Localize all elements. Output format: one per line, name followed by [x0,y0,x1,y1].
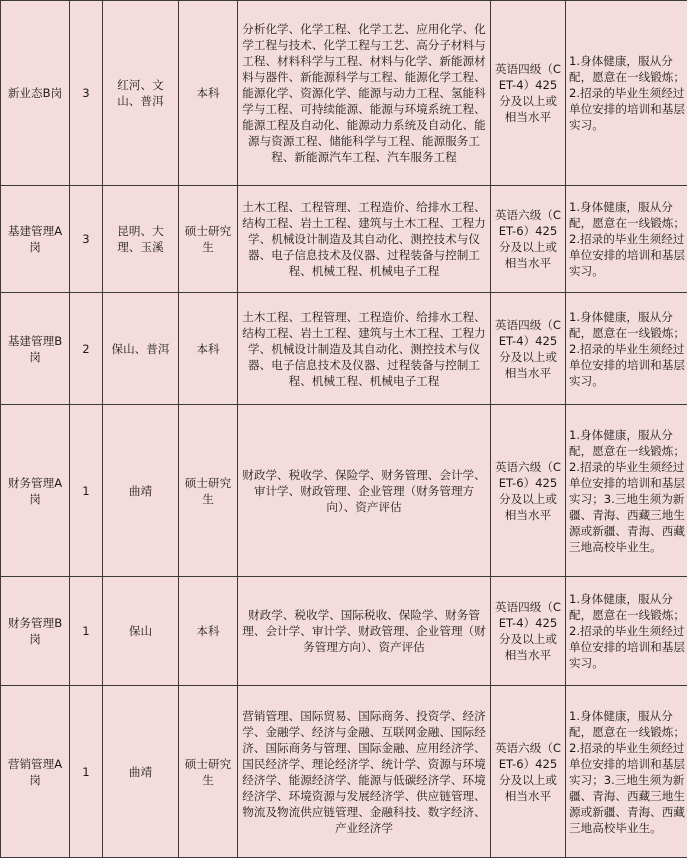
majors-cell: 土木工程、工程管理、工程造价、给排水工程、结构工程、岩土工程、建筑与土木工程、工程力学、机械设计制造及其自动化、测控技术与仪器、电子信息技术及仪器、过程装备与控制工程、机械工程、机械电子工程 [238,293,491,405]
majors-cell: 土木工程、工程管理、工程造价、给排水工程、结构工程、岩土工程、建筑与土木工程、工程力学、机械设计制造及其自动化、测控技术与仪器、电子信息技术及仪器、过程装备与控制工程、机械工程、机械电子工程 [238,186,491,293]
english-cell: 英语四级（CET-4）425分及以上或相当水平 [491,577,566,686]
degree-cell: 硕士研究生 [179,186,238,293]
requirements-cell: 1.身体健康，服从分配，愿意在一线锻炼；2.招录的毕业生须经过单位安排的培训和基层实习。 [566,186,687,293]
post-cell: 财务管理B岗 [1,577,70,686]
table-row [1,405,687,577]
location-cell: 曲靖 [103,686,179,858]
location-cell: 昆明、大理、玉溪 [103,186,179,293]
post-cell: 财务管理A岗 [1,405,70,577]
table-row [1,686,687,858]
count-cell: 1 [70,405,103,577]
requirements-cell: 1.身体健康，服从分配，愿意在一线锻炼；2.招录的毕业生须经过单位安排的培训和基层实习；3.三地生须为新疆、青海、西藏三地生源或新疆、青海、西藏三地高校毕业生。 [566,686,687,858]
location-cell: 保山 [103,577,179,686]
majors-cell: 分析化学、化学工程、化学工艺、应用化学、化学工程与技术、化学工程与工艺、高分子材料与工程、材料科学与工程、材料与化学、新能源材料与器件、新能源科学与工程、能源化学工程、能源化学、资源化学、能源与动力工程、氢能科学与工程、可持续能源、能源与环境系统工程、能源工程及自动化、能源动力系统及自动化、能源与资源工程、储能科学与工程、能源服务工程、新能源汽车工程、汽车服务工程 [238,1,491,186]
degree-cell: 本科 [179,577,238,686]
requirements-cell: 1.身体健康，服从分配，愿意在一线锻炼；2.招录的毕业生须经过单位安排的培训和基层实习；3.三地生须为新疆、青海、西藏三地生源或新疆、青海、西藏三地高校毕业生。 [566,405,687,577]
table-row [1,577,687,686]
count-cell: 3 [70,186,103,293]
post-cell: 基建管理A岗 [1,186,70,293]
degree-cell: 硕士研究生 [179,686,238,858]
post-cell: 基建管理B岗 [1,293,70,405]
table-body [1,1,687,858]
requirements-cell: 1.身体健康，服从分配，愿意在一线锻炼；2.招录的毕业生须经过单位安排的培训和基层实习。 [566,293,687,405]
location-cell: 保山、普洱 [103,293,179,405]
post-cell: 新业态B岗 [1,1,70,186]
english-cell: 英语四级（CET-4）425分及以上或相当水平 [491,1,566,186]
count-cell: 1 [70,686,103,858]
english-cell: 英语四级（CET-4）425分及以上或相当水平 [491,293,566,405]
count-cell: 2 [70,293,103,405]
count-cell: 3 [70,1,103,186]
english-cell: 英语六级（CET-6）425分及以上或相当水平 [491,405,566,577]
table-row [1,1,687,186]
table-row [1,186,687,293]
location-cell: 红河、文山、普洱 [103,1,179,186]
majors-cell: 财政学、税收学、国际税收、保险学、财务管理、会计学、审计学、财政管理、企业管理（财务管理方向）、资产评估 [238,577,491,686]
english-cell: 英语六级（CET-6）425分及以上或相当水平 [491,186,566,293]
majors-cell: 财政学、税收学、保险学、财务管理、会计学、审计学、财政管理、企业管理（财务管理方向）、资产评估 [238,405,491,577]
requirements-cell: 1.身体健康，服从分配，愿意在一线锻炼；2.招录的毕业生须经过单位安排的培训和基层实习。 [566,1,687,186]
count-cell: 1 [70,577,103,686]
post-cell: 营销管理A岗 [1,686,70,858]
majors-cell: 营销管理、国际贸易、国际商务、投资学、经济学、金融学、经济与金融、互联网金融、国际经济、国际商务与管理、国际金融、应用经济学、国民经济学、理论经济学、统计学、资源与环境经济学、能源经济学、能源与低碳经济学、环境经济学、环境资源与发展经济学、供应链管理、物流及物流供应链管理、金融科技、数字经济、产业经济学 [238,686,491,858]
english-cell: 英语六级（CET-6）425分及以上或相当水平 [491,686,566,858]
degree-cell: 本科 [179,293,238,405]
degree-cell: 本科 [179,1,238,186]
location-cell: 曲靖 [103,405,179,577]
requirements-cell: 1.身体健康，服从分配，愿意在一线锻炼；2.招录的毕业生须经过单位安排的培训和基层实习。 [566,577,687,686]
degree-cell: 硕士研究生 [179,405,238,577]
table-row [1,293,687,405]
